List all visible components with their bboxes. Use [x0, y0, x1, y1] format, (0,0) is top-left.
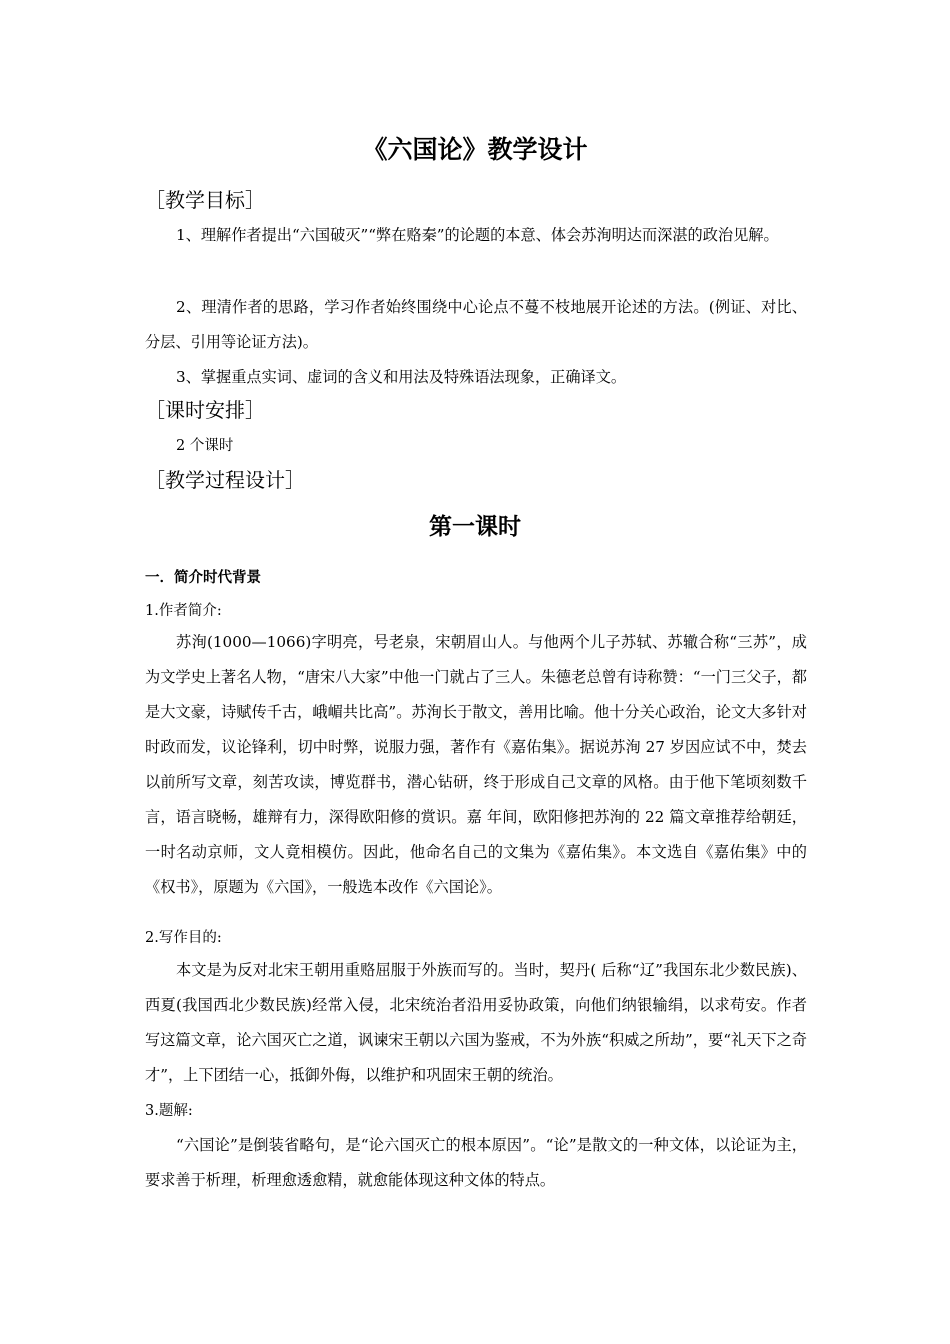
document-title: 《六国论》教学设计	[362, 135, 588, 164]
schedule-heading: ［课时安排］	[145, 398, 265, 422]
writing-purpose-text: 本文是为反对北宋王朝用重赂屈服于外族而写的。当时，契丹( 后称“辽”我国东北少数民族)、西夏(我国西北少数民族)经常入侵，北宋统治者沿用妥协政策，向他们纳银输绢，以求苟安。作者写这篇文章，论六国灭亡之道，讽谏宋王朝以六国为鉴戒，不为外族“积威之所劫”，要“礼天下之奇才”，上下团结一心，抵御外侮，以维护和巩固宋王朝的统治。	[145, 961, 807, 1084]
writing-purpose-heading: 2.写作目的:	[145, 930, 222, 946]
author-intro-heading: 1.作者简介:	[145, 603, 222, 619]
section-heading-background: 一．简介时代背景	[145, 570, 261, 586]
author-intro-text: 苏洵(1000—1066)字明亮，号老泉，宋朝眉山人。与他两个儿子苏轼、苏辙合称“三苏”，成为文学史上著名人物，“唐宋八大家”中他一门就占了三人。朱德老总曾有诗称赞：“一门三父子，都是大文豪，诗赋传千古，峨嵋共比高”。苏洵长于散文，善用比喻。他十分关心政治，论文大多针对时政而发，议论锋利，切中时弊，说服力强，著作有《嘉佑集》。据说苏洵 27 岁因应试不中，焚去以前所写文章，刻苦攻读，博览群书，潜心钻研，终于形成自己文章的风格。由于他下笔顷刻数千言，语言晓畅，雄辩有力，深得欧阳修的赏识。嘉 年间，欧阳修把苏洵的 22 篇文章推荐给朝廷，一时名动京师，文人竟相模仿。因此，他命名自己的文集为《嘉佑集》。本文选自《嘉佑集》中的《权书》，原题为《六国》，一般选本改作《六国论》。	[145, 633, 807, 896]
title-explanation-heading: 3.题解:	[145, 1103, 193, 1119]
lesson-title: 第一课时	[429, 514, 521, 540]
goal-item-2: 2、理清作者的思路，学习作者始终围绕中心论点不蔓不枝地展开论述的方法。(例证、对比、分层、引用等论证方法)。	[145, 298, 807, 351]
schedule-text: 2 个课时	[176, 438, 234, 454]
goal-item-1: 1、理解作者提出“六国破灭”“弊在赂秦”的论题的本意、体会苏洵明达而深湛的政治见解。	[176, 226, 779, 244]
teaching-goals-heading: ［教学目标］	[145, 188, 265, 212]
goal-item-3: 3、掌握重点实词、虚词的含义和用法及特殊语法现象，正确译文。	[176, 368, 627, 386]
title-explanation-text: “六国论”是倒装省略句，是“论六国灭亡的根本原因”。“论”是散文的一种文体，以论证为主，要求善于析理，析理愈透愈精，就愈能体现这种文体的特点。	[145, 1136, 807, 1189]
process-heading: ［教学过程设计］	[145, 468, 305, 492]
